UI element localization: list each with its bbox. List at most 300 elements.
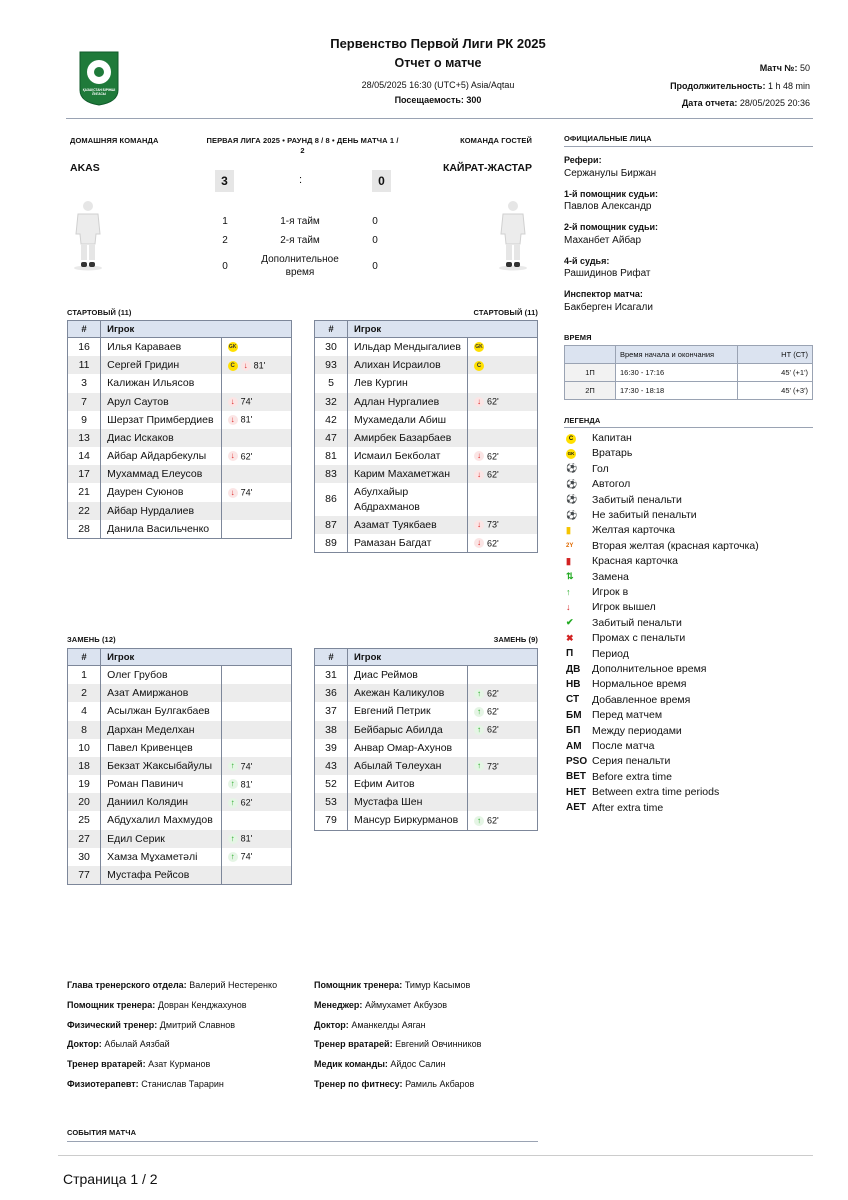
player-number: 5: [315, 374, 348, 392]
player-events: [221, 739, 291, 757]
player-in-icon: ↑: [228, 779, 238, 789]
legend-abbreviation: БМ: [566, 709, 582, 721]
player-out-icon: ↓: [241, 361, 251, 371]
staff-item: Помощник тренера: Тимур Касымов: [314, 980, 471, 990]
player-name: Ильдар Мендыгалиев: [348, 338, 468, 357]
player-name: Исмаил Бекболат: [348, 447, 468, 465]
player-row: [315, 429, 538, 447]
player-row: [68, 811, 292, 829]
col-player: Игрок: [101, 321, 292, 338]
player-name: Калижан Ильясов: [101, 374, 222, 392]
player-events: [468, 666, 538, 685]
player-out-icon: ↓: [566, 602, 571, 613]
sub-minute: 62': [487, 538, 499, 549]
player-name: Амирбек Базарбаев: [348, 429, 468, 447]
legend-label: Автогол: [592, 478, 631, 491]
legend-item: [566, 571, 629, 583]
player-row: [68, 848, 292, 866]
legend-abbreviation: БП: [566, 725, 581, 737]
col-period: [565, 346, 616, 364]
player-name: Дархан Меделхан: [101, 721, 222, 739]
player-name: Олег Грубов: [101, 666, 222, 685]
player-row: [68, 429, 292, 447]
player-row: [315, 447, 538, 465]
legend-divider: [564, 427, 813, 428]
legend-item: [566, 740, 654, 752]
sub-minute: 62': [487, 451, 499, 462]
player-row: [315, 757, 538, 775]
player-number: 7: [68, 393, 101, 411]
sub-minute: 81': [240, 779, 253, 790]
legend-abbreviation: AET: [566, 802, 586, 814]
legend-item: [566, 540, 759, 552]
player-events: [468, 411, 538, 429]
player-events: [221, 666, 291, 685]
legend-label: Гол: [592, 462, 609, 475]
player-name: Мухамедали Абиш: [348, 411, 468, 429]
legend-item: [566, 494, 682, 506]
player-row: [315, 666, 538, 685]
player-row: [68, 757, 292, 775]
player-number: 83: [315, 465, 348, 483]
player-row: [315, 721, 538, 739]
player-number: 30: [68, 848, 101, 866]
player-out-icon: ↓: [474, 397, 484, 407]
player-events: [468, 338, 538, 357]
staff-item: Глава тренерского отдела: Валерий Нестеренко: [67, 980, 278, 990]
player-row: [68, 393, 292, 411]
player-in-icon: ↑: [228, 761, 238, 771]
legend-item: [566, 601, 656, 613]
player-in-icon: ↑: [474, 707, 484, 717]
player-number: 8: [68, 721, 101, 739]
events-heading: СОБЫТИЯ МАТЧА: [67, 1128, 137, 1137]
staff-item: Тренер вратарей: Евгений Овчинников: [314, 1039, 482, 1050]
player-number: 89: [315, 534, 348, 553]
player-events: [468, 447, 538, 465]
player-in-icon: ↑: [474, 689, 484, 699]
player-row: [68, 374, 292, 392]
player-name: Хамза Мұхаметәлі: [101, 848, 222, 866]
away-team-name: КАЙРАТ-ЖАСТАР: [442, 162, 532, 174]
sub-minute: 62': [487, 469, 499, 480]
player-row: [315, 684, 538, 702]
sub-minute: 62': [240, 797, 253, 808]
report-date: Дата отчета: 28/05/2025 20:36: [681, 98, 810, 108]
player-events: [221, 447, 291, 465]
legend-label: Желтая карточка: [592, 524, 676, 537]
player-events: [468, 684, 538, 702]
legend-item: [566, 432, 632, 444]
legend-label: Добавленное время: [592, 693, 691, 706]
player-number: 47: [315, 429, 348, 447]
player-number: 53: [315, 793, 348, 811]
player-name: Айбар Айдарбекулы: [101, 447, 222, 465]
penalty-shootout-scored-icon: ✔: [566, 617, 574, 628]
penalty-scored-icon: ⚽: [566, 494, 578, 505]
legend-label: Вторая желтая (красная карточка): [592, 539, 759, 552]
player-name: Абылай Төлеухан: [348, 757, 468, 775]
player-row: [68, 465, 292, 483]
player-name: Адлан Нургалиев: [348, 393, 468, 411]
sub-minute: 74': [240, 761, 253, 772]
staff-item: Медик команды: Айдос Салин: [314, 1059, 446, 1070]
official-item: Рефери: Сержанулы Биржан: [564, 155, 657, 179]
player-row: [315, 483, 538, 515]
legend-label: Капитан: [592, 432, 632, 444]
legend-abbreviation: АМ: [566, 740, 582, 752]
player-number: 31: [315, 666, 348, 685]
col-ht: НТ (СТ): [738, 346, 813, 364]
goalkeeper-icon: GK: [566, 449, 576, 459]
player-row: [68, 866, 292, 885]
player-number: 52: [315, 775, 348, 793]
player-events: [221, 502, 291, 520]
player-number: 3: [68, 374, 101, 392]
player-row: [68, 502, 292, 520]
player-events: [468, 721, 538, 739]
home-starting-label: СТАРТОВЫЙ (11): [67, 308, 132, 317]
score-separator: :: [299, 174, 303, 186]
legend-abbreviation: ДВ: [566, 663, 581, 675]
legend-label: После матча: [592, 740, 655, 752]
time-table: [564, 345, 813, 400]
player-name: Акежан Каликулов: [348, 684, 468, 702]
player-out-icon: ↓: [474, 520, 484, 530]
legend-item: [566, 678, 686, 690]
match-duration: Продолжительность: 1 h 48 min: [670, 81, 810, 91]
legend-label: After extra time: [592, 801, 664, 814]
events-divider: [67, 1141, 538, 1142]
player-number: 13: [68, 429, 101, 447]
player-events: [221, 702, 291, 720]
legend-item: [566, 663, 707, 675]
player-name: Мухаммад Елеусов: [101, 465, 222, 483]
col-number: #: [315, 649, 348, 666]
player-events: [221, 393, 291, 411]
player-name: Бекзат Жаксыбайулы: [101, 757, 222, 775]
sub-minute: 62': [487, 706, 499, 717]
legend-abbreviation: BET: [566, 771, 586, 783]
time-row: 2П 17:30 - 18:18 45' (+3'): [565, 382, 813, 400]
player-number: 9: [68, 411, 101, 429]
player-name: Илья Караваев: [101, 338, 222, 357]
report-title: Отчет о матче: [394, 56, 482, 70]
player-events: [468, 793, 538, 811]
player-row: [68, 793, 292, 811]
legend-label: Забитый пенальти: [592, 493, 682, 506]
header-divider: [66, 118, 813, 119]
second-yellow-icon: 2Y: [566, 542, 574, 549]
player-row: [315, 374, 538, 392]
player-in-icon: ↑: [228, 798, 238, 808]
player-out-icon: ↓: [228, 415, 238, 425]
player-events: [221, 830, 291, 848]
player-out-icon: ↓: [474, 451, 484, 461]
player-out-icon: ↓: [474, 538, 484, 548]
player-row: [315, 411, 538, 429]
legend-label: Перед матчем: [592, 709, 663, 722]
player-events: [221, 848, 291, 866]
player-events: [221, 520, 291, 539]
legend-item: [566, 709, 662, 721]
player-events: [221, 811, 291, 829]
player-number: 42: [315, 411, 348, 429]
staff-item: Физиотерапевт: Станислав Тарарин: [67, 1078, 224, 1089]
player-events: [221, 775, 291, 793]
legend-abbreviation: PSO: [566, 755, 588, 767]
home-subs-label: ЗАМЕНЬ (12): [67, 635, 116, 644]
player-name: Мансур Биркурманов: [348, 811, 468, 830]
col-player: Игрок: [101, 649, 292, 666]
player-row: [68, 520, 292, 539]
player-row: [68, 684, 292, 702]
player-number: 2: [68, 684, 101, 702]
player-number: 87: [315, 516, 348, 534]
player-events: [468, 811, 538, 830]
staff-item: Доктор: Абылай Аязбай: [67, 1039, 170, 1050]
substitution-icon: ⇅: [566, 571, 574, 582]
player-name: Павел Кривенцев: [101, 739, 222, 757]
sub-minute: 74': [240, 396, 253, 407]
legend-label: Дополнительное время: [592, 663, 707, 675]
legend-label: Забитый пенальти: [592, 616, 682, 629]
away-starting-table: [314, 320, 538, 553]
home-score: 3: [215, 170, 234, 192]
col-number: #: [68, 321, 101, 338]
legend-heading: ЛЕГЕНДА: [564, 416, 601, 425]
player-number: 10: [68, 739, 101, 757]
away-staff: [314, 980, 481, 1099]
player-number: 16: [68, 338, 101, 357]
player-row: [68, 338, 292, 357]
away-subs-label: ЗАМЕНЬ (9): [493, 635, 538, 644]
legend-item: [566, 478, 630, 490]
captain-icon: C: [228, 361, 238, 371]
player-name: Мустафа Рейсов: [101, 866, 222, 885]
player-number: 27: [68, 830, 101, 848]
player-row: [315, 793, 538, 811]
col-player: Игрок: [348, 649, 538, 666]
player-events: [468, 374, 538, 392]
col-number: #: [315, 321, 348, 338]
player-number: 17: [68, 465, 101, 483]
goal-icon: ⚽: [566, 463, 578, 474]
player-out-icon: ↓: [228, 488, 238, 498]
player-events: [468, 775, 538, 793]
yellow-card-icon: ▮: [566, 524, 571, 535]
match-datetime: 28/05/2025 16:30 (UTC+5) Asia/Aqtau: [361, 80, 515, 90]
away-subs-table: [314, 648, 538, 831]
col-number: #: [68, 649, 101, 666]
player-in-icon: ↑: [228, 852, 238, 862]
player-events: [221, 374, 291, 392]
officials-heading: ОФИЦИАЛЬНЫЕ ЛИЦА: [564, 134, 652, 143]
away-kit-icon: [498, 200, 528, 270]
sub-minute: 73': [487, 761, 499, 772]
legend-item: [566, 509, 697, 521]
player-name: Бейбарыс Абилда: [348, 721, 468, 739]
player-number: 36: [315, 684, 348, 702]
player-number: 32: [315, 393, 348, 411]
officials-divider: [564, 146, 813, 147]
player-events: [221, 356, 291, 374]
player-name: Азат Амиржанов: [101, 684, 222, 702]
player-name: Азамат Туякбаев: [348, 516, 468, 534]
player-row: [68, 775, 292, 793]
official-item: Инспектор матча: Бакберген Исагали: [564, 289, 653, 313]
sub-minute: 81': [240, 833, 253, 844]
legend-label: Замена: [592, 570, 629, 583]
player-name: Абулхайыр Абдрахманов: [348, 483, 468, 515]
penalty-missed-icon: ⚽: [566, 509, 578, 520]
player-events: [221, 411, 291, 429]
legend-label: Серия пенальти: [592, 755, 671, 768]
legend-label: Between extra time periods: [592, 786, 720, 799]
player-number: 79: [315, 811, 348, 830]
home-staff: [67, 980, 277, 1099]
legend-item: [566, 632, 685, 644]
sub-minute: 74': [240, 487, 253, 498]
player-name: Даниил Колядин: [101, 793, 222, 811]
sub-minute: 62': [487, 396, 499, 407]
home-team-caption: ДОМАШНЯЯ КОМАНДА: [70, 136, 159, 145]
legend-item: [566, 755, 670, 767]
player-events: [221, 465, 291, 483]
player-events: [221, 429, 291, 447]
legend-abbreviation: П: [566, 648, 574, 660]
player-number: 21: [68, 483, 101, 501]
player-events: [468, 393, 538, 411]
player-events: [221, 684, 291, 702]
legend-label: Красная карточка: [592, 555, 678, 568]
penalty-shootout-missed-icon: ✖: [566, 632, 574, 643]
player-row: [68, 356, 292, 374]
legend-item: [566, 447, 632, 459]
goalkeeper-icon: GK: [228, 344, 237, 351]
player-name: Евгений Петрик: [348, 702, 468, 720]
player-number: 39: [315, 739, 348, 757]
player-number: 22: [68, 502, 101, 520]
player-events: [468, 739, 538, 757]
player-name: Роман Павинич: [101, 775, 222, 793]
legend-item: [566, 694, 690, 706]
player-name: Лев Кургин: [348, 374, 468, 392]
player-number: 4: [68, 702, 101, 720]
player-out-icon: ↓: [474, 470, 484, 480]
staff-item: Тренер вратарей: Азат Курманов: [67, 1059, 211, 1070]
player-number: 93: [315, 356, 348, 374]
player-row: [315, 739, 538, 757]
legend-symbol: [566, 447, 586, 459]
player-number: 38: [315, 721, 348, 739]
player-name: Карим Махаметжан: [348, 465, 468, 483]
period-scores: [215, 212, 385, 282]
legend-item: [566, 725, 682, 737]
legend-item: [566, 586, 628, 598]
player-events: [468, 465, 538, 483]
player-name: Мустафа Шен: [348, 793, 468, 811]
home-team-name: AKAS: [70, 162, 100, 174]
player-name: Сергей Гридин: [101, 356, 222, 374]
legend-label: Before extra time: [592, 770, 672, 783]
player-number: 43: [315, 757, 348, 775]
player-number: 86: [315, 483, 348, 515]
player-row: [315, 356, 538, 374]
player-events: [221, 721, 291, 739]
player-number: 19: [68, 775, 101, 793]
player-name: Ефим Аитов: [348, 775, 468, 793]
staff-item: Физический тренер: Дмитрий Славнов: [67, 1019, 236, 1030]
legend-label: Период: [592, 647, 629, 660]
player-events: [468, 516, 538, 534]
player-name: Асылжан Булгакбаев: [101, 702, 222, 720]
player-number: 11: [68, 356, 101, 374]
sub-minute: 81': [240, 414, 253, 425]
player-row: [315, 811, 538, 830]
legend-item: [566, 771, 672, 783]
player-name: Анвар Омар-Ахунов: [348, 739, 468, 757]
away-team-caption: КОМАНДА ГОСТЕЙ: [460, 136, 532, 145]
player-events: [468, 757, 538, 775]
player-events: [221, 793, 291, 811]
time-row: 1П 16:30 - 17:16 45' (+1'): [565, 364, 813, 382]
player-name: Данила Васильченко: [101, 520, 222, 539]
legend-item: [566, 524, 675, 536]
player-number: 1: [68, 666, 101, 685]
player-events: [468, 483, 538, 515]
player-out-icon: ↓: [228, 397, 238, 407]
player-events: [221, 338, 291, 357]
footer-divider: [58, 1155, 813, 1156]
player-number: 30: [315, 338, 348, 357]
player-row: [68, 721, 292, 739]
legend-item: [566, 617, 682, 629]
player-row: [315, 465, 538, 483]
attendance: Посещаемость: 300: [394, 95, 482, 105]
player-row: [68, 447, 292, 465]
player-name: Шерзат Примбердиев: [101, 411, 222, 429]
legend-item: [566, 463, 609, 475]
staff-item: Менеджер: Аймухамет Акбузов: [314, 999, 448, 1010]
own-goal-icon: ⚽: [566, 478, 578, 489]
official-item: 4-й судья: Рашидинов Рифат: [564, 255, 651, 280]
player-name: Арул Саутов: [101, 393, 222, 411]
away-starting-label: СТАРТОВЫЙ (11): [473, 308, 538, 317]
player-row: [68, 483, 292, 501]
player-number: 77: [68, 866, 101, 885]
player-row: [315, 534, 538, 553]
player-in-icon: ↑: [474, 816, 484, 826]
logo-caption: ҚАЗАҚСТАН БІРІНШІ ЛИГАСЫ: [82, 88, 116, 96]
period-row: 2 2-я тайм 0: [222, 235, 378, 246]
sub-minute: 62': [240, 451, 253, 462]
legend-item: [566, 786, 719, 798]
staff-item: Доктор: Аманкелды Аяган: [314, 1019, 426, 1030]
official-item: 1-й помощник судьи: Павлов Александр: [564, 188, 659, 213]
player-number: 37: [315, 702, 348, 720]
legend-label: Не забитый пенальти: [592, 509, 697, 521]
player-row: [315, 775, 538, 793]
sub-minute: 62': [487, 688, 499, 699]
player-row: [68, 702, 292, 720]
player-number: 25: [68, 811, 101, 829]
player-in-icon: ↑: [474, 761, 484, 771]
time-heading: ВРЕМЯ: [564, 333, 592, 342]
period-row: 0 Дополнительное время 0: [222, 253, 378, 278]
player-events: [468, 702, 538, 720]
period-row: 1 1-я тайм 0: [222, 216, 378, 227]
